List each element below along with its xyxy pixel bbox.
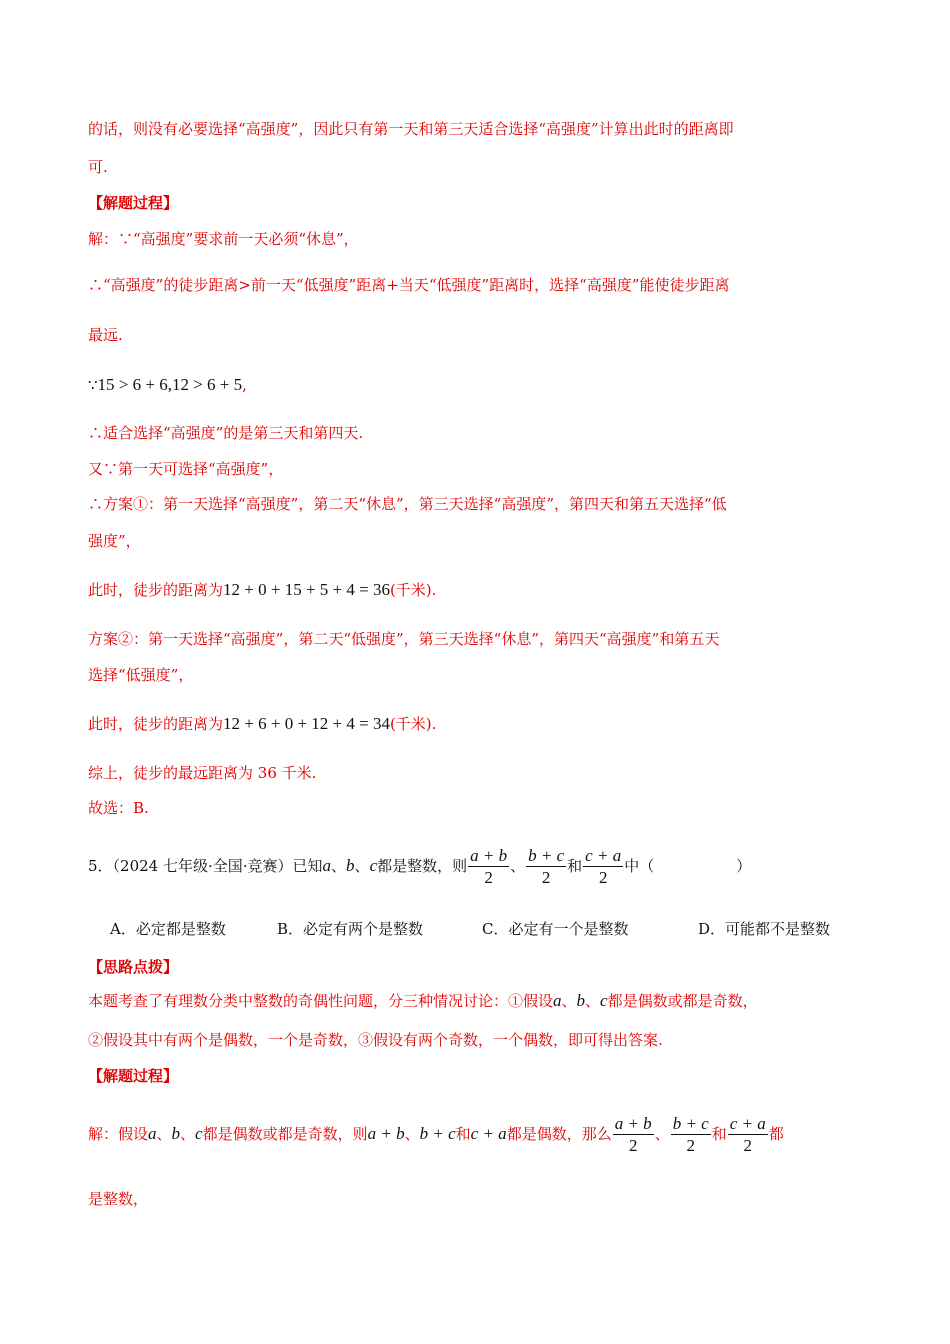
because-symbol: ∵ bbox=[88, 376, 98, 394]
separator: 、 bbox=[585, 992, 601, 1010]
inequality-expression: 15 > 6 + 6,12 > 6 + 5 bbox=[97, 375, 243, 394]
and-text: 和 bbox=[567, 857, 583, 875]
plan-1-line-a: ∴方案①：第一天选择“高强度”，第二天“休息”，第三天选择“高强度”，第四天和第五天选择“低 bbox=[88, 495, 727, 513]
fraction-denominator: 2 bbox=[541, 867, 551, 887]
plan-2-line-b: 选择“低强度”， bbox=[88, 666, 194, 684]
solution-5-post: 都 bbox=[768, 1125, 784, 1143]
option-a[interactable]: A．必定都是整数 bbox=[110, 920, 226, 938]
plan-2-calculation bbox=[88, 713, 436, 735]
inequality-line bbox=[88, 374, 247, 396]
calc-1-expression: 12 + 0 + 15 + 5 + 4 = 36 bbox=[223, 580, 390, 599]
var-a: a bbox=[553, 991, 562, 1010]
calc-1-unit: (千米). bbox=[389, 581, 437, 599]
calc-2-prefix: 此时，徒步的距离为 bbox=[88, 715, 224, 733]
var-c: c bbox=[600, 991, 608, 1010]
option-d[interactable]: D．可能都不是整数 bbox=[698, 920, 831, 938]
solution-5-mid-2: 都是偶数，那么 bbox=[506, 1125, 612, 1143]
separator: 、 bbox=[156, 1125, 172, 1143]
separator: 、 bbox=[510, 857, 526, 875]
fraction-denominator: 2 bbox=[598, 867, 608, 887]
option-c[interactable]: C．必定有一个是整数 bbox=[482, 920, 629, 938]
hint-line-2: ②假设其中有两个是偶数，一个是奇数，③假设有两个奇数，一个偶数，即可得出答案. bbox=[88, 1031, 663, 1049]
calc-2-expression: 12 + 6 + 0 + 12 + 4 = 34 bbox=[223, 714, 390, 733]
sum-b-plus-c: b + c bbox=[419, 1124, 456, 1143]
summary-line: 综上，徒步的最远距离为 36 千米. bbox=[88, 764, 317, 782]
var-c: c bbox=[195, 1124, 203, 1143]
fraction-numerator: b + c bbox=[528, 845, 565, 865]
solution-5-mid-1: 都是偶数或都是奇数，则 bbox=[202, 1125, 368, 1143]
solution-5-pre: 解：假设 bbox=[88, 1125, 149, 1143]
solution-5-line-1 bbox=[88, 1112, 784, 1157]
fraction-denominator: 2 bbox=[686, 1135, 695, 1155]
solution-step-4: 又∵第一天可选择“高强度”， bbox=[88, 460, 284, 478]
are-integers-text: 都是整数，则 bbox=[377, 857, 468, 875]
question-number: 5． bbox=[88, 857, 113, 875]
and-text: 和 bbox=[711, 1125, 727, 1143]
var-a: a bbox=[148, 1124, 157, 1143]
var-c: c bbox=[369, 856, 378, 875]
separator: 、 bbox=[180, 1125, 196, 1143]
var-b: b bbox=[346, 856, 355, 875]
fraction-numerator: c + a bbox=[729, 1113, 766, 1133]
fraction-numerator: a + b bbox=[614, 1113, 652, 1133]
solution-step-3: ∴适合选择“高强度”的是第三天和第四天. bbox=[88, 424, 364, 442]
separator: 、 bbox=[404, 1125, 420, 1143]
hint-header: 【思路点拨】 bbox=[88, 958, 179, 976]
and-text: 和 bbox=[455, 1125, 471, 1143]
solution-5-line-2: 是整数， bbox=[88, 1190, 149, 1208]
inequality-comma: , bbox=[242, 376, 247, 394]
plan-1-line-b: 强度”， bbox=[88, 532, 141, 550]
fraction-numerator: a + b bbox=[470, 845, 508, 865]
hint-line-1-pre: 本题考查了有理数分类中整数的奇偶性问题，分三种情况讨论：①假设 bbox=[88, 992, 554, 1010]
separator: 、 bbox=[354, 857, 370, 875]
solution-step-2a: ∴“高强度”的徒步距离>前一天“低强度”距离+当天“低强度”距离时，选择“高强度”能使徒步距离 bbox=[88, 276, 730, 294]
fraction-c-plus-a bbox=[583, 846, 623, 889]
answer-line: 故选：B. bbox=[88, 799, 149, 817]
solution-step-2b: 最远. bbox=[88, 326, 123, 344]
question-5-stem bbox=[88, 844, 751, 889]
separator: 、 bbox=[331, 857, 347, 875]
fraction-numerator: b + c bbox=[672, 1113, 709, 1133]
hint-line-1 bbox=[88, 990, 758, 1012]
separator: 、 bbox=[654, 1125, 670, 1143]
sum-c-plus-a: c + a bbox=[470, 1124, 507, 1143]
option-b[interactable]: B．必定有两个是整数 bbox=[277, 920, 424, 938]
var-b: b bbox=[171, 1124, 181, 1143]
fraction-denominator: 2 bbox=[628, 1135, 638, 1155]
var-b: b bbox=[576, 991, 586, 1010]
solution-5-header: 【解题过程】 bbox=[88, 1067, 179, 1085]
plan-2-line-a: 方案②：第一天选择“高强度”，第二天“低强度”，第三天选择“休息”，第四天“高强度”和第五天 bbox=[88, 630, 720, 648]
solution-step-1: 解：∵“高强度”要求前一天必须“休息”， bbox=[88, 230, 359, 248]
fraction-denominator: 2 bbox=[743, 1135, 753, 1155]
fraction-b-plus-c bbox=[526, 846, 566, 889]
fraction-a-plus-b bbox=[613, 1114, 654, 1157]
hint-line-1-post: 都是偶数或都是奇数， bbox=[607, 992, 758, 1010]
calc-2-unit: (千米). bbox=[389, 715, 437, 733]
close-paren: ） bbox=[736, 857, 752, 875]
middle-text: 中（ bbox=[624, 857, 655, 875]
intro-line-2: 可. bbox=[88, 158, 108, 176]
sum-a-plus-b: a + b bbox=[367, 1124, 405, 1143]
solution-header: 【解题过程】 bbox=[88, 194, 179, 212]
fraction-a-plus-b bbox=[468, 846, 509, 889]
fraction-b-plus-c bbox=[671, 1114, 711, 1157]
fraction-c-plus-a bbox=[728, 1114, 768, 1157]
fraction-denominator: 2 bbox=[484, 867, 493, 887]
plan-1-calculation bbox=[88, 579, 436, 601]
var-a: a bbox=[322, 856, 332, 875]
fraction-numerator: c + a bbox=[585, 845, 622, 865]
calc-1-prefix: 此时，徒步的距离为 bbox=[88, 581, 224, 599]
separator: 、 bbox=[561, 992, 577, 1010]
question-source: （2024 七年级·全国·竞赛）已知 bbox=[112, 857, 323, 875]
intro-line-1: 的话，则没有必要选择“高强度”，因此只有第一天和第三天适合选择“高强度”计算出此时的距离即 bbox=[88, 120, 734, 138]
